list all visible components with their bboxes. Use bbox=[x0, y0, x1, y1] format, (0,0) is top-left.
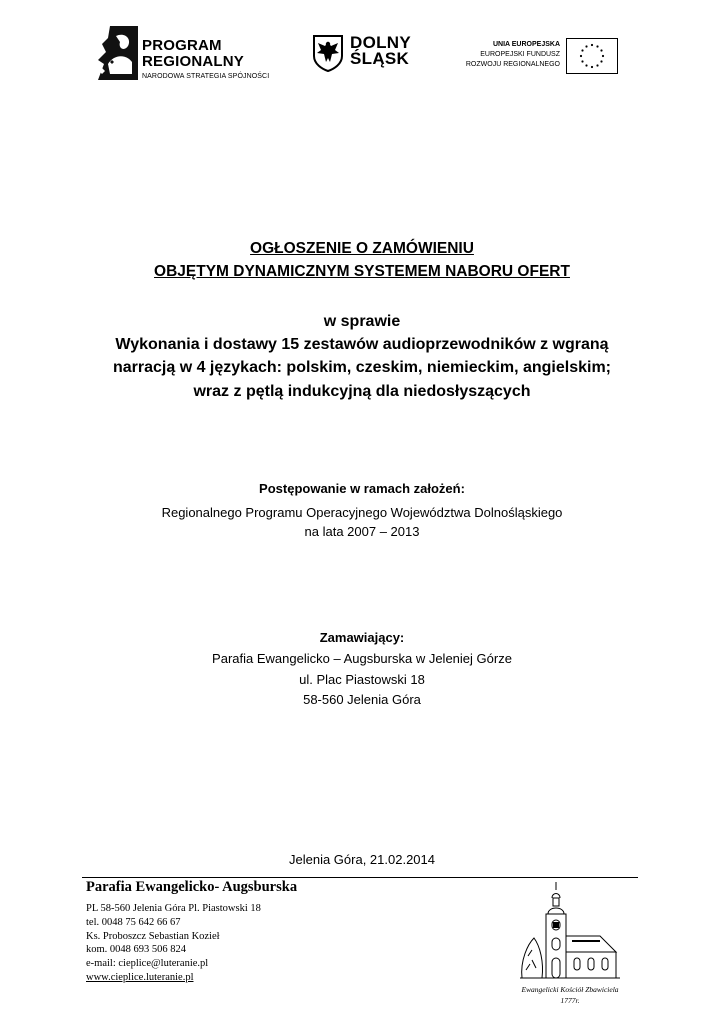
eu-logo-line3: ROZWOJU REGIONALNEGO bbox=[465, 61, 560, 68]
ordering-party-city: 58-560 Jelenia Góra bbox=[303, 692, 421, 707]
footer-contact-block bbox=[86, 902, 261, 985]
subject-line2: narracją w 4 językach: polskim, czeskim, niemieckim, angielskim; bbox=[112, 359, 611, 376]
program-regionalny-emblem-icon bbox=[96, 24, 140, 82]
ordering-party-street: ul. Plac Piastowski 18 bbox=[299, 672, 425, 687]
program-logo-subtitle: NARODOWA STRATEGIA SPÓJNOŚCI bbox=[142, 73, 270, 80]
eu-flag-icon bbox=[566, 38, 618, 74]
procedure-line1: Regionalnego Programu Operacyjnego Województwa Dolnośląskiego bbox=[161, 505, 563, 520]
church-caption-line2: 1777r. bbox=[560, 996, 580, 1005]
dolny-slask-line2: ŚLĄSK bbox=[350, 49, 410, 68]
footer-divider bbox=[82, 877, 638, 878]
subject-line1: Wykonania i dostawy 15 zestawów audioprzewodników z wgraną bbox=[115, 336, 609, 353]
eu-logo bbox=[465, 38, 620, 76]
subject-line3: wraz z pętlą indukcyjną dla niedosłyszących bbox=[193, 383, 531, 400]
program-logo-line2: REGIONALNY bbox=[142, 53, 245, 70]
document-title-line1: OGŁOSZENIE O ZAMÓWIENIU bbox=[250, 240, 474, 257]
footer-website-link[interactable]: www.cieplice.luteranie.pl bbox=[86, 971, 194, 983]
footer-email[interactable]: e-mail: cieplice@luteranie.pl bbox=[86, 958, 209, 970]
ordering-party-label: Zamawiający: bbox=[319, 630, 405, 645]
footer-mobile: kom. 0048 693 506 824 bbox=[86, 944, 187, 956]
footer-title: Parafia Ewangelicko- Augsburska bbox=[86, 879, 298, 895]
procedure-label: Postępowanie w ramach założeń: bbox=[259, 481, 465, 496]
footer-tel: tel. 0048 75 642 66 67 bbox=[86, 916, 181, 928]
procedure-line2: na lata 2007 – 2013 bbox=[304, 524, 420, 539]
eu-logo-line1: UNIA EUROPEJSKA bbox=[492, 41, 560, 48]
document-title-line2: OBJĘTYM DYNAMICZNYM SYSTEMEM NABORU OFERT bbox=[154, 263, 570, 280]
place-date: Jelenia Góra, 21.02.2014 bbox=[289, 852, 435, 867]
eagle-shield-icon bbox=[312, 34, 344, 72]
program-logo-line1: PROGRAM bbox=[142, 37, 222, 54]
footer-pastor: Ks. Proboszcz Sebastian Kozieł bbox=[86, 930, 220, 942]
dolny-slask-line1: DOLNY bbox=[350, 33, 411, 52]
church-caption-line1: Ewangelicki Kościół Zbawiciela bbox=[521, 985, 619, 994]
church-drawing-icon bbox=[520, 880, 620, 984]
subject-intro: w sprawie bbox=[323, 313, 401, 330]
program-regionalny-logo bbox=[96, 24, 276, 84]
ordering-party-name: Parafia Ewangelicko – Augsburska w Jeleniej Górze bbox=[212, 651, 512, 666]
church-caption bbox=[500, 984, 640, 1006]
eu-logo-line2: EUROPEJSKI FUNDUSZ bbox=[480, 51, 560, 58]
footer-address: PL 58-560 Jelenia Góra Pl. Piastowski 18 bbox=[86, 903, 261, 914]
